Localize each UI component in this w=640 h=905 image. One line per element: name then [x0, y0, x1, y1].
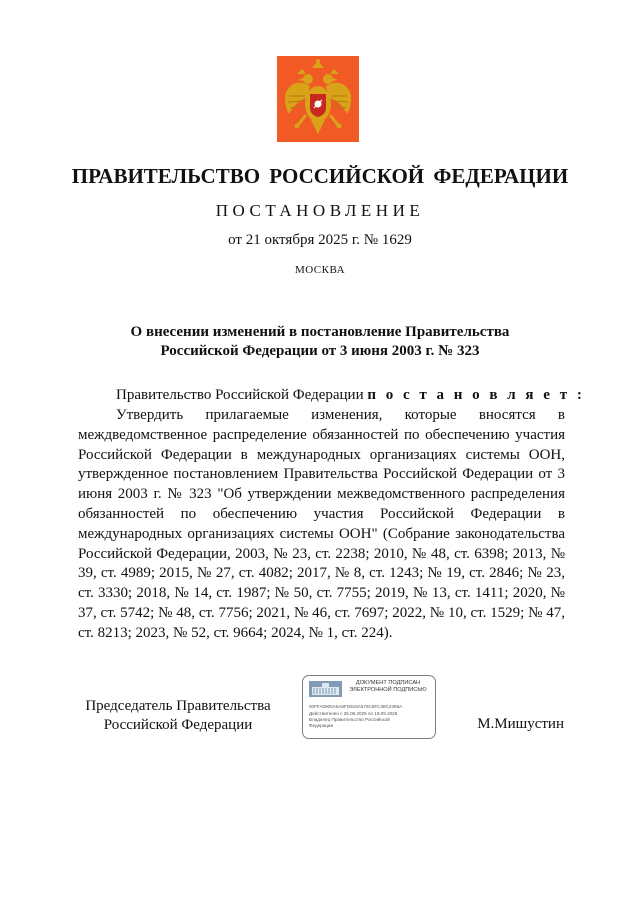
signer-position-line-2: Российской Федерации: [103, 717, 253, 733]
document-city: МОСКВА: [294, 264, 346, 276]
stamp-owner-line-2: Федерации: [309, 723, 334, 728]
preamble: [116, 387, 585, 404]
stamp-heading-line-1: ДОКУМЕНТ ПОДПИСАН: [355, 680, 421, 686]
decree-word: п о с т а н о в л я е т :: [367, 387, 585, 403]
body-paragraph: Утвердить прилагаемые изменения, которые вносятся в междведомственное распределение обязанностей по обеспечению участия Российской Федерации в международных организациях системы ООН, утвержденное постановлением Правительства Российской Федерации от 3 июня 2003 г. № 323 "Об утверждении межведомственного распределения обязанностей по обеспечению участия Российской Федерации в международных организациях системы ООН" (Собрание законодательства Российской Федерации, 2003, № 23, ст. 2238; 2010, № 48, ст. 6398; 2013, № 39, ст. 4989; 2015, № 27, ст. 4082; 2017, № 8, ст. 1243; № 19, ст. 2846; № 23, ст. 3330; 2018, № 14, ст. 1987; № 50, ст. 7755; 2019, № 13, ст. 1411; 2020, № 37, ст. 5742; № 48, ст. 7756; 2021, № 46, ст. 7697; 2022, № 10, ст. 1529; № 47, ст. 8213; 2023, № 52, ст. 9664; 2024, № 1, ст. 224).: [78, 407, 565, 641]
document-subject: [0, 323, 640, 361]
government-title: ПРАВИТЕЛЬСТВО РОССИЙСКОЙ ФЕДЕРАЦИИ: [71, 164, 569, 188]
electronic-signature-stamp: [302, 675, 436, 739]
subject-line-1: О внесении изменений в постановление Правительства: [130, 324, 510, 340]
preamble-text: Правительство Российской Федерации: [116, 387, 368, 403]
subject-line-2: Российской Федерации от 3 июня 2003 г. № 323: [160, 343, 480, 359]
signer-name: М.Мишустин: [477, 716, 564, 732]
stamp-validity: Действителен с 26.06.2025 по 19.09.2026: [309, 711, 398, 716]
stamp-owner-line-1: Владелец Правительство Российской: [309, 717, 390, 722]
signer-position: [78, 697, 278, 735]
coat-of-arms-icon: [277, 56, 359, 142]
document-date-number: от 21 октября 2025 г. № 1629: [228, 232, 412, 248]
government-building-icon: [309, 681, 342, 697]
document-type: ПОСТАНОВЛЕНИЕ: [215, 201, 425, 220]
stamp-heading: [343, 680, 433, 694]
stamp-heading-line-2: ЭЛЕКТРОННОЙ ПОДПИСЬЮ: [349, 687, 427, 693]
stamp-certificate: 00FFA0905A5A6FD615A576C5FC38C2365A: [309, 704, 403, 709]
signer-position-line-1: Председатель Правительства: [85, 698, 271, 714]
